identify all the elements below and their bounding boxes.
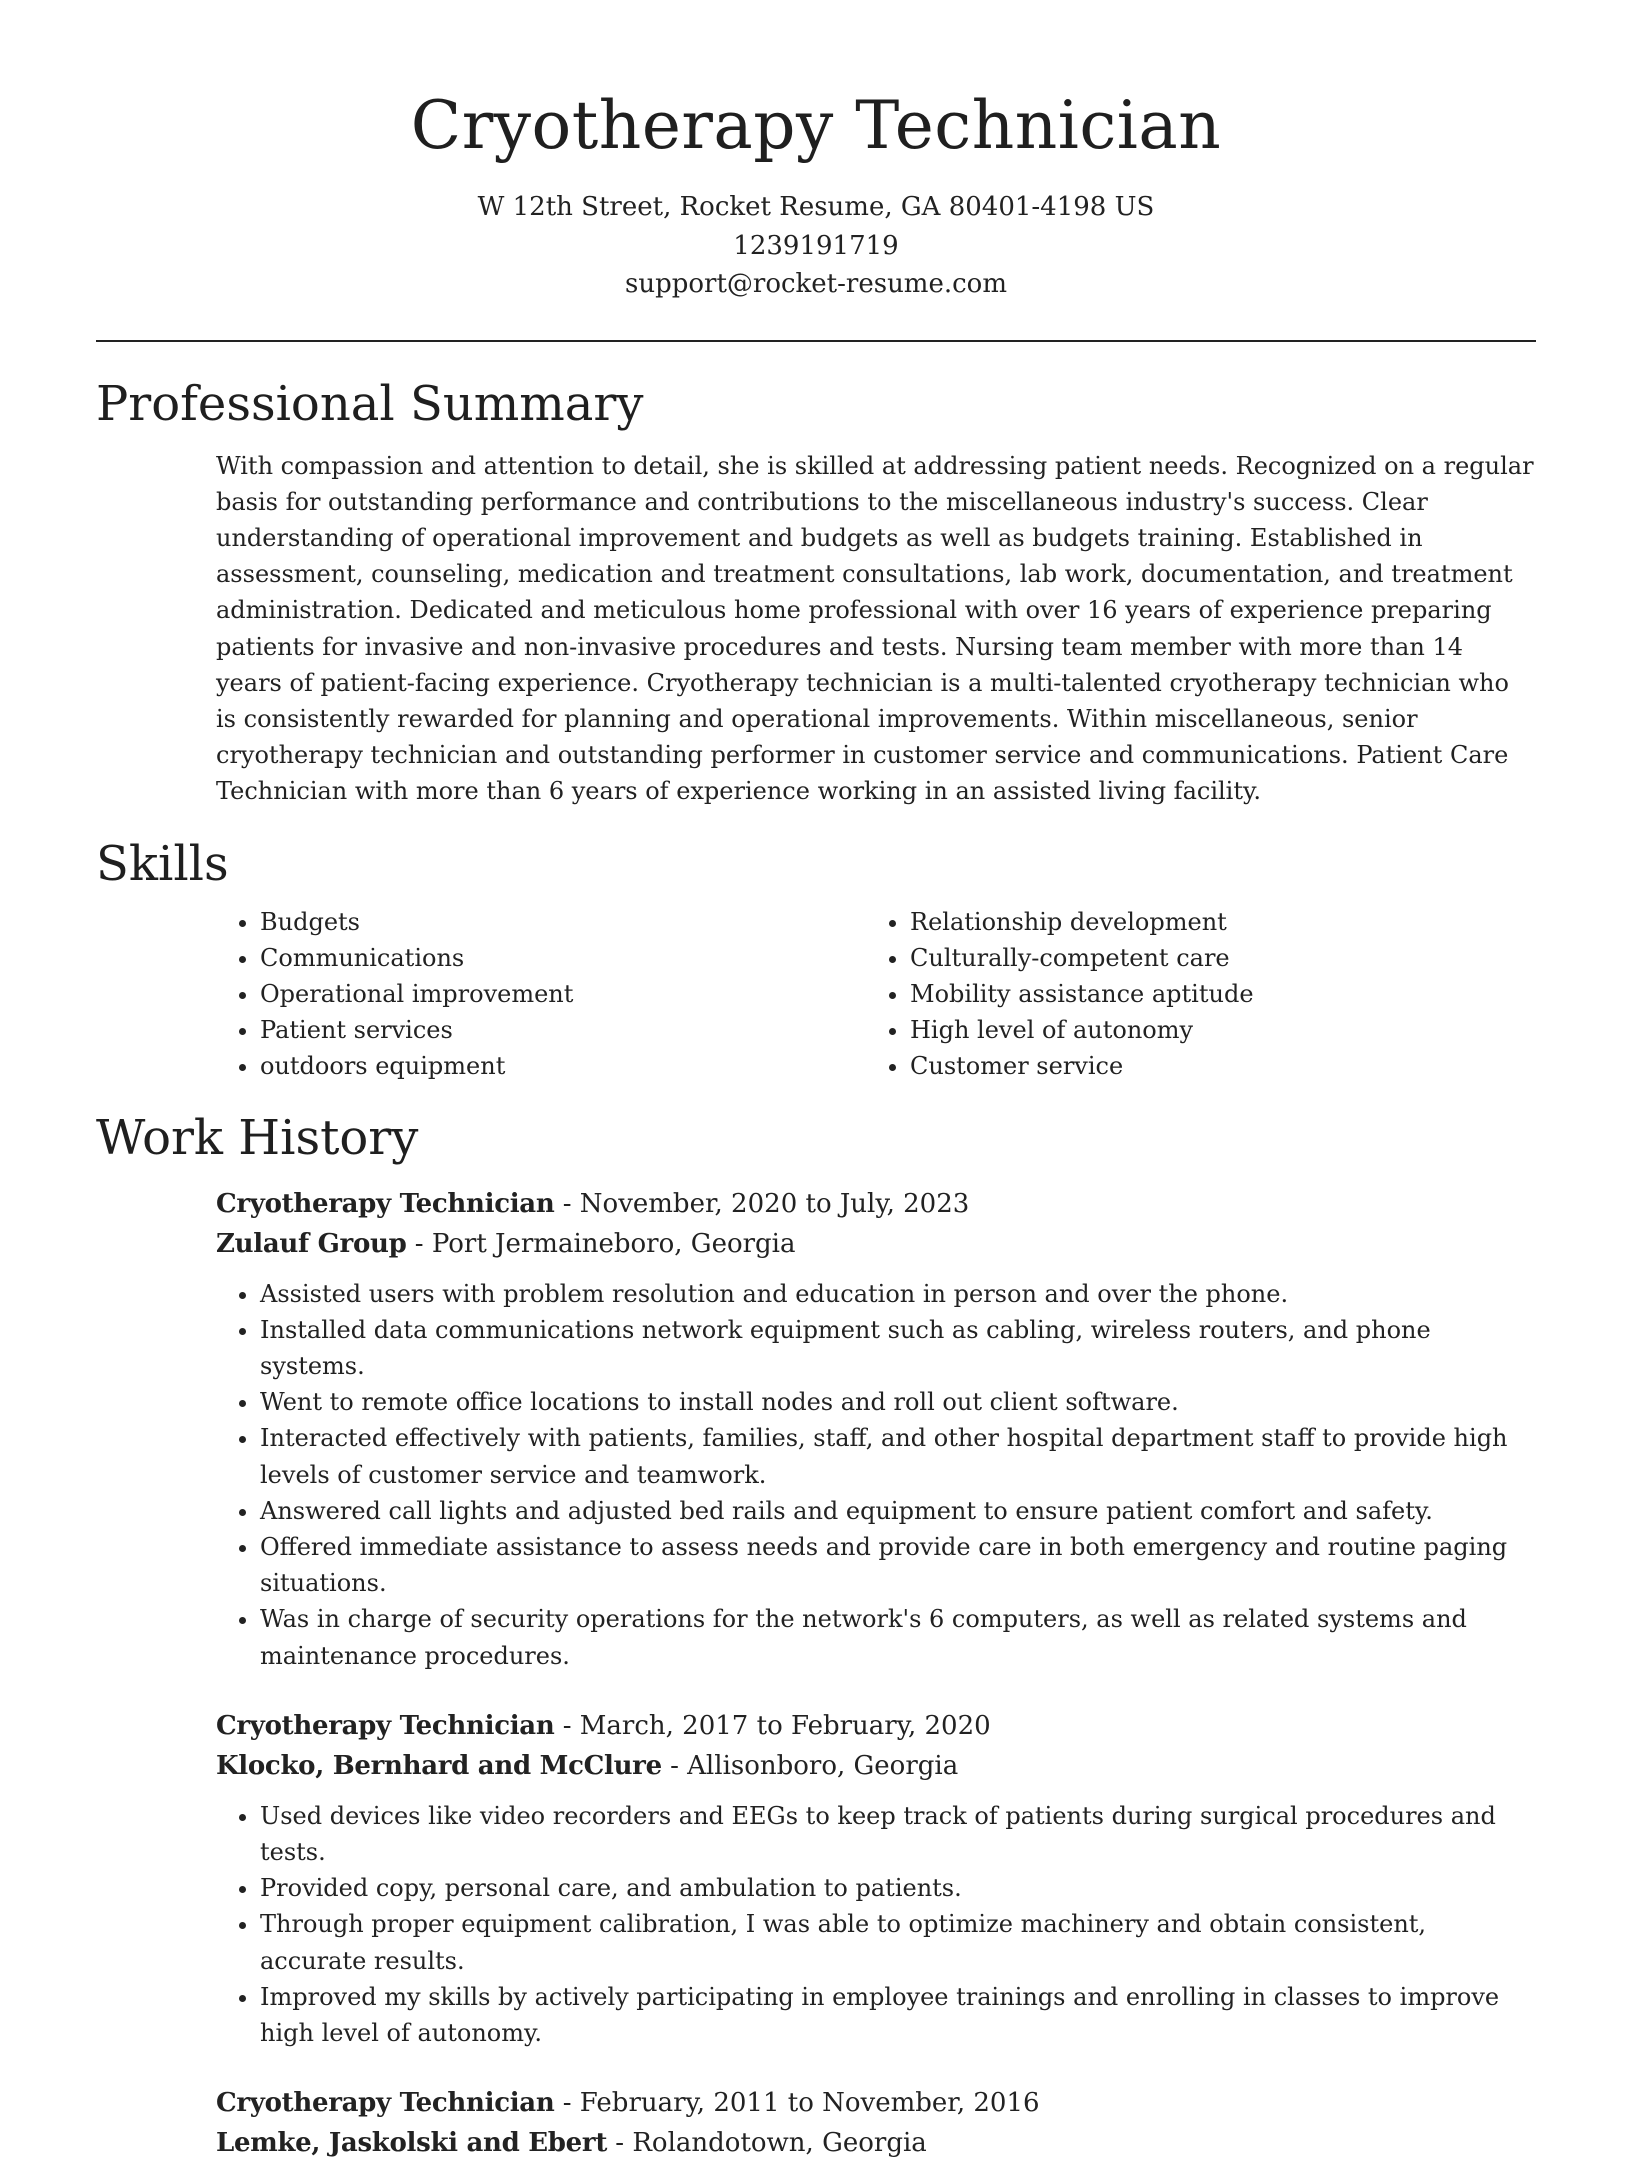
skill-item: • Operational improvement (260, 976, 866, 1012)
resume-page (96, 0, 1536, 2163)
job-bullet: • Interacted effectively with patients, families, staff, and other hospital department staff to provide high levels of customer service and teamwork. (260, 1420, 1536, 1492)
skill-item: • Culturally-competent care (910, 940, 1516, 976)
job-company: Lemke, Jaskolski and Ebert (216, 2128, 608, 2159)
skill-item: • Patient services (260, 1012, 866, 1048)
job-bullet: • Went to remote office locations to install nodes and roll out client software. (260, 1384, 1536, 1420)
job-bullet: • Was in charge of security operations for the network's 6 computers, as well as related systems and maintenance procedures. (260, 1601, 1536, 1673)
job-company-line (216, 2123, 1536, 2163)
job-company: Zulauf Group (216, 1228, 407, 1259)
job-location: Rolandotown, Georgia (632, 2128, 927, 2159)
job-bullet: • Assisted users with problem resolution and education in person and over the phone. (260, 1276, 1536, 1312)
job-bullet: • Used devices like video recorders and EEGs to keep track of patients during surgical procedures and tests. (260, 1798, 1536, 1870)
job-location: Port Jermaineboro, Georgia (431, 1228, 796, 1259)
job-company-line (216, 1224, 1536, 1264)
separator: - (554, 1188, 580, 1219)
skills-list (216, 904, 1536, 1084)
contact-info (96, 188, 1536, 304)
job-role: Cryotherapy Technician (216, 1188, 555, 1219)
job-title-line (216, 2083, 1536, 2123)
job-bullet: • Answered call lights and adjusted bed rails and equipment to ensure patient comfort and safety. (260, 1493, 1536, 1529)
job-company: Klocko, Bernhard and McClure (216, 1750, 662, 1781)
skill-item: • outdoors equipment (260, 1048, 866, 1084)
job-bullets (216, 1276, 1536, 1674)
skill-item: • Mobility assistance aptitude (910, 976, 1516, 1012)
job-bullet: • Offered immediate assistance to assess needs and provide care in both emergency and routine paging situations. (260, 1529, 1536, 1601)
separator: - (406, 1228, 432, 1259)
header-divider (96, 340, 1536, 342)
job-bullet: • Through proper equipment calibration, I was able to optimize machinery and obtain consistent, accurate results. (260, 1906, 1536, 1978)
separator: - (661, 1750, 688, 1781)
address: W 12th Street, Rocket Resume, GA 80401-4198 US (477, 192, 1155, 222)
email: support@rocket-resume.com (624, 269, 1007, 299)
job-bullet: • Improved my skills by actively participating in employee trainings and enrolling in classes to improve high level of autonomy. (260, 1979, 1536, 2051)
skill-item: • Customer service (910, 1048, 1516, 1084)
job-role: Cryotherapy Technician (216, 1710, 555, 1741)
job-dates: February, 2011 to November, 2016 (579, 2088, 1040, 2119)
job-title-line (216, 1184, 1536, 1224)
job-entry (216, 2083, 1536, 2163)
skills-heading: Skills (96, 835, 229, 892)
skill-item: • Communications (260, 940, 866, 976)
summary-heading: Professional Summary (96, 375, 644, 432)
separator: - (607, 2128, 633, 2159)
job-location: Allisonboro, Georgia (687, 1750, 959, 1781)
resume-header (96, 0, 1536, 304)
phone: 1239191719 (733, 230, 899, 261)
job-bullet: • Provided copy, personal care, and ambulation to patients. (260, 1870, 1536, 1906)
job-bullets (216, 1798, 1536, 2051)
separator: - (554, 2088, 580, 2119)
separator: - (554, 1710, 580, 1741)
skill-item: • Relationship development (910, 904, 1516, 940)
job-entry (216, 1706, 1536, 2051)
skills-column-left (216, 904, 866, 1084)
job-title-line (216, 1706, 1536, 1746)
job-dates: November, 2020 to July, 2023 (579, 1188, 970, 1219)
job-bullet: • Installed data communications network equipment such as cabling, wireless routers, and phone systems. (260, 1312, 1536, 1384)
job-role: Cryotherapy Technician (216, 2088, 555, 2119)
job-company-line (216, 1746, 1536, 1786)
skills-column-right (866, 904, 1516, 1084)
skill-item: • Budgets (260, 904, 866, 940)
summary-text: With compassion and attention to detail, she is skilled at addressing patient needs. Recognized on a regular basis for outstanding performance and contributions to the miscellaneous industry's success. Clear understanding of operational improvement and budgets as well as budgets training. Established in assessment, counseling, medication and treatment consultations, lab work, documentation, and treatment administration. Dedicated and meticulous home professional with over 16 years of experience preparing patients for invasive and non-invasive procedures and tests. Nursing team member with more than 14 years of patient-facing experience. Cryotherapy technician is a multi-talented cryotherapy technician who is consistently rewarded for planning and operational improvements. Within miscellaneous, senior cryotherapy technician and outstanding performer in customer service and communications. Patient Care Technician with more than 6 years of experience working in an assisted living facility. (216, 451, 1534, 806)
job-dates: March, 2017 to February, 2020 (579, 1710, 991, 1741)
job-entry (216, 1184, 1536, 1674)
candidate-name: Cryotherapy Technician (410, 87, 1222, 164)
skill-item: • High level of autonomy (910, 1012, 1516, 1048)
work-history-heading: Work History (96, 1109, 419, 1166)
